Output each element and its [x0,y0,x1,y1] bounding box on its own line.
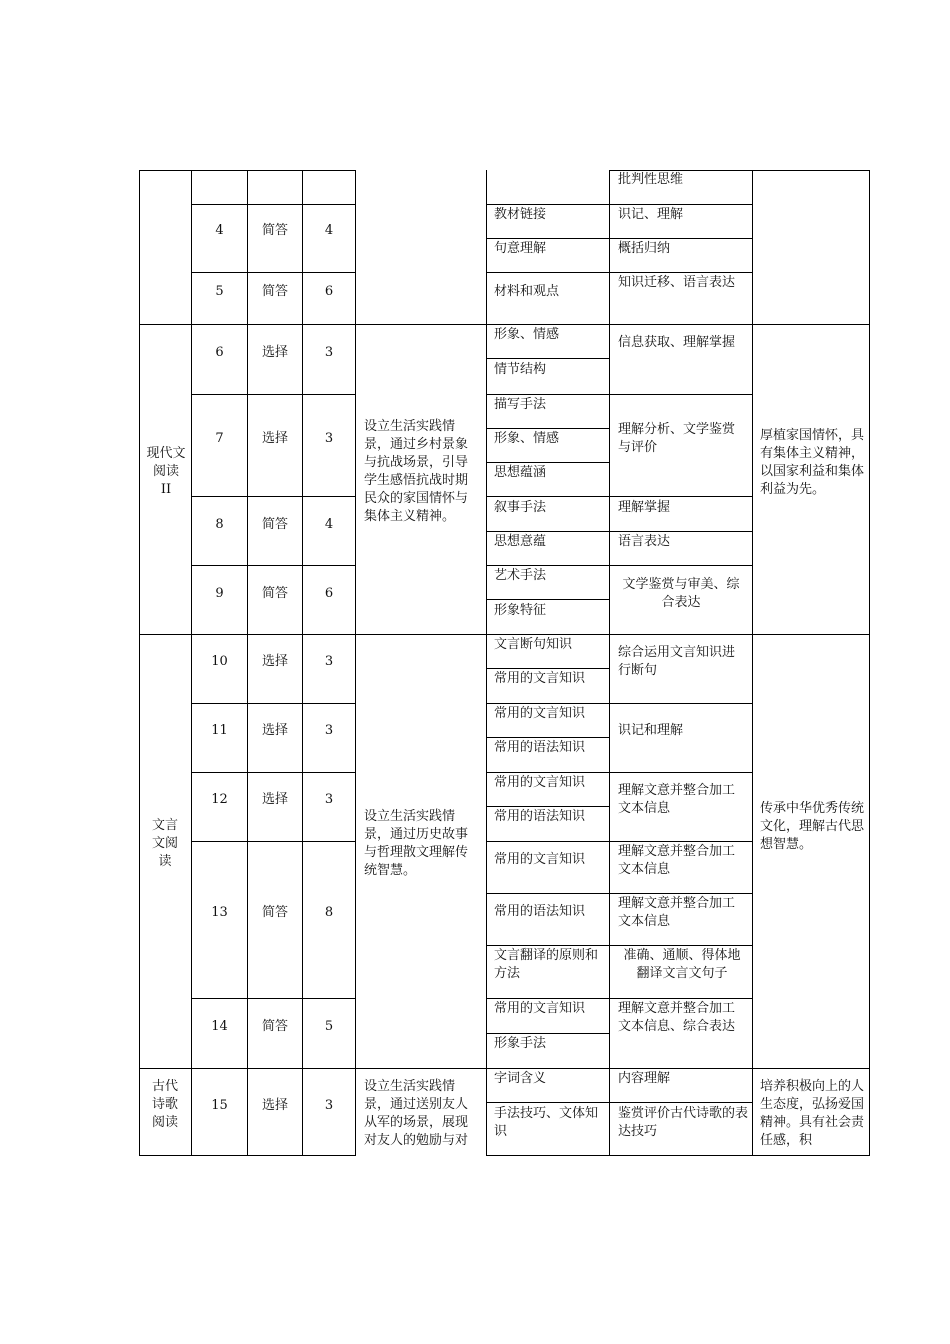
knowledge-cell: 常用的语法知识 [494,809,586,824]
knowledge-cell: 教材链接 [494,207,547,222]
question-number: 10 [211,654,228,669]
knowledge-cell: 常用的文言知识 [494,852,586,867]
rule [486,841,752,842]
knowledge-cell: 思想蕴涵 [494,465,547,480]
scenario-cell: 设立生活实践情景，通过乡村景象与抗战场景，引导学生感悟抗战时期民众的家国情怀与集体主义精神。 [364,419,469,524]
question-type: 选择 [261,345,288,360]
question-score: 8 [324,905,334,920]
values-cell: 培养积极向上的人生态度，弘扬爱国精神。具有社会责任感，积 [760,1079,864,1148]
question-type: 简答 [261,223,288,238]
section-label: 文言文阅读 [151,818,178,869]
question-number: 5 [215,284,224,299]
knowledge-cell: 文言断句知识 [494,637,573,652]
rule [486,737,609,738]
question-number: 14 [211,1019,228,1034]
knowledge-cell: 描写手法 [494,397,547,412]
rule [486,170,487,1156]
rule [139,170,140,1156]
rule [355,170,356,1156]
rule [191,204,356,205]
question-score: 6 [324,586,334,601]
ability-cell: 准确、通顺、得体地翻译文言文句子 [623,948,741,981]
question-score: 3 [324,792,334,807]
knowledge-cell: 常用的语法知识 [494,904,586,919]
scenario-cell: 设立生活实践情景，通过历史故事与哲理散文理解传统智慧。 [364,809,469,878]
section-label: 现代文阅读 II [146,446,186,497]
rule [191,394,356,395]
knowledge-cell: 形象、情感 [494,431,560,446]
ability-cell: 信息获取、理解掌握 [618,335,736,350]
rule [191,703,356,704]
knowledge-cell: 常用的文言知识 [494,706,586,721]
rule [191,841,356,842]
question-score: 5 [324,1019,334,1034]
ability-cell: 综合运用文言知识进行断句 [618,645,736,678]
rule [486,703,752,704]
knowledge-cell: 形象、情感 [494,327,560,342]
rule [191,496,356,497]
knowledge-cell: 常用的文言知识 [494,775,586,790]
rule [139,324,870,325]
question-type: 简答 [261,1019,288,1034]
question-type: 选择 [261,723,288,738]
rule [191,772,356,773]
ability-cell: 理解掌握 [618,500,671,515]
question-number: 15 [211,1098,228,1113]
ability-cell: 鉴赏评价古代诗歌的表达技巧 [618,1106,749,1139]
values-cell: 厚植家国情怀，具有集体主义精神，以国家利益和集体利益为先。 [760,428,865,497]
question-number: 6 [215,345,224,360]
rule [752,170,753,1156]
question-score: 3 [324,345,334,360]
question-score: 3 [324,723,334,738]
rule [869,170,870,1156]
rule [486,204,752,205]
rule [486,945,752,946]
question-number: 7 [215,431,224,446]
rule [486,462,609,463]
scenario-cell: 设立生活实践情景，通过送别友人从军的场景，展现对友人的勉励与对 [364,1079,469,1148]
knowledge-cell: 字词含义 [494,1071,547,1086]
knowledge-cell: 句意理解 [494,241,547,256]
question-type: 选择 [261,792,288,807]
ability-cell: 理解文意并整合加工文本信息 [618,783,736,816]
ability-cell: 批判性思维 [618,172,684,187]
rule [486,893,752,894]
values-cell: 传承中华优秀传统文化，理解古代思想智慧。 [760,801,865,852]
ability-cell: 文学鉴赏与审美、综合表达 [622,577,740,610]
rule [486,772,752,773]
rule [191,272,356,273]
rule [486,496,752,497]
question-number: 9 [215,586,224,601]
knowledge-cell: 叙事手法 [494,500,547,515]
knowledge-cell: 常用的文言知识 [494,671,586,686]
question-type: 选择 [261,654,288,669]
ability-cell: 理解文意并整合加工文本信息、综合表达 [618,1001,736,1034]
question-number: 8 [215,517,224,532]
knowledge-cell: 材料和观点 [494,284,560,299]
rule [486,565,752,566]
rule [139,1068,870,1069]
knowledge-cell: 手法技巧、文体知识 [494,1106,599,1139]
ability-cell: 识记、理解 [618,207,684,222]
knowledge-cell: 情节结构 [494,362,547,377]
rule [486,668,609,669]
rule [486,806,609,807]
question-number: 12 [211,792,228,807]
question-score: 3 [324,654,334,669]
knowledge-cell: 常用的文言知识 [494,1001,586,1016]
knowledge-cell: 常用的语法知识 [494,740,586,755]
question-type: 选择 [261,1098,288,1113]
rule [486,1102,752,1103]
rule [609,170,610,1156]
rule [486,1033,609,1034]
rule [191,565,356,566]
question-number: 11 [211,723,228,738]
question-type: 简答 [261,905,288,920]
ability-cell: 理解分析、文学鉴赏与评价 [618,422,736,455]
knowledge-cell: 形象特征 [494,603,547,618]
question-score: 4 [324,223,334,238]
knowledge-cell: 形象手法 [494,1036,547,1051]
ability-cell: 知识迁移、语言表达 [618,275,736,290]
rule [486,428,609,429]
question-type: 选择 [261,431,288,446]
ability-cell: 识记和理解 [618,723,684,738]
ability-cell: 理解文意并整合加工文本信息 [618,896,736,929]
rule [139,634,870,635]
rule [486,599,609,600]
rule [191,998,356,999]
knowledge-cell: 艺术手法 [494,568,547,583]
knowledge-cell: 思想意蕴 [494,534,547,549]
rule [486,272,752,273]
rule [486,998,752,999]
question-type: 简答 [261,586,288,601]
question-score: 4 [324,517,334,532]
rule [486,358,609,359]
rule [486,531,752,532]
ability-cell: 语言表达 [618,534,671,549]
question-number: 4 [215,223,224,238]
question-score: 3 [324,1098,334,1113]
section-label: 古代诗歌阅读 [151,1079,178,1130]
rule [486,238,752,239]
question-score: 6 [324,284,334,299]
rule [486,1155,870,1156]
question-type: 简答 [261,517,288,532]
ability-cell: 概括归纳 [618,241,671,256]
question-score: 3 [324,431,334,446]
ability-cell: 理解文意并整合加工文本信息 [618,844,736,877]
question-number: 13 [211,905,228,920]
rule [486,394,752,395]
knowledge-cell: 文言翻译的原则和方法 [494,948,599,981]
ability-cell: 内容理解 [618,1071,671,1086]
question-type: 简答 [261,284,288,299]
